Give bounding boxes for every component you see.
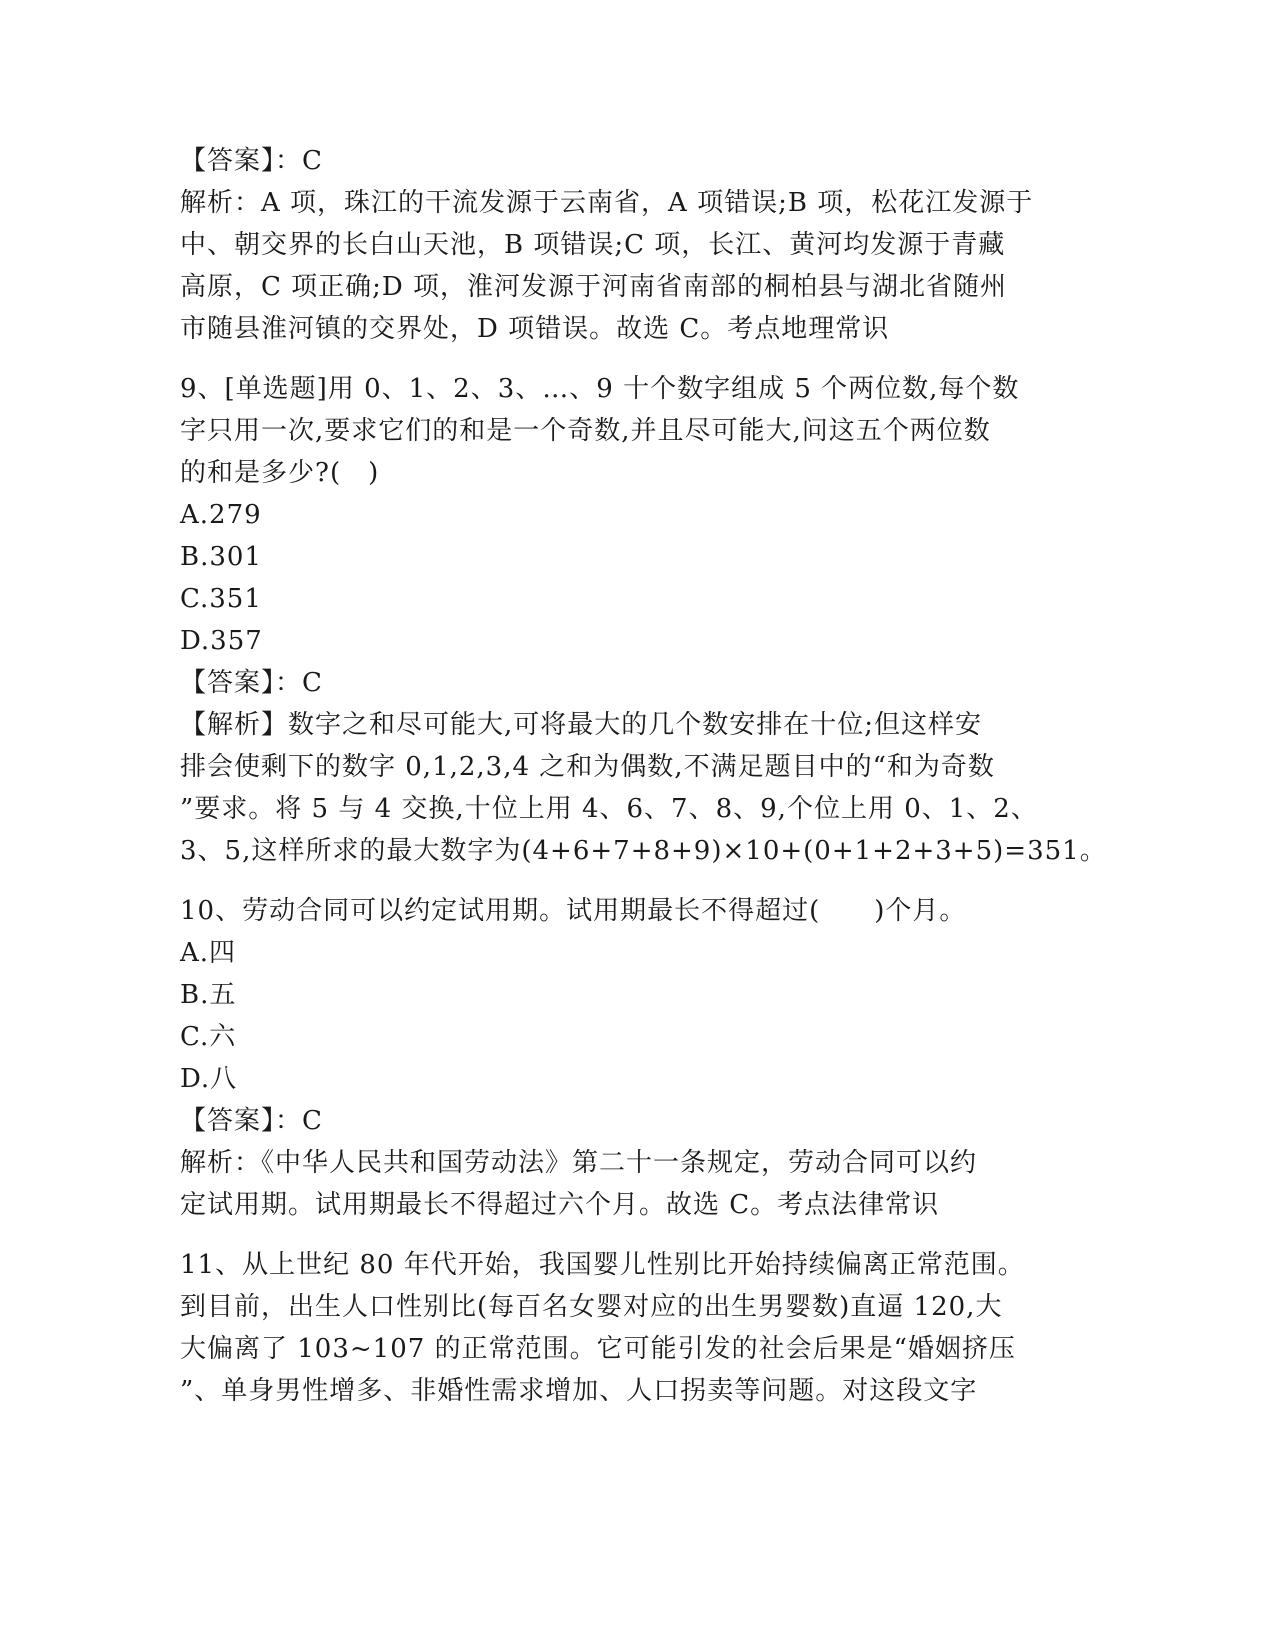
q10-answer: 【答案】：C: [180, 1106, 323, 1136]
q11-stem-line: ”、单身男性增多、非婚性需求增加、人口拐卖等问题。对这段文字: [180, 1376, 978, 1406]
q9-analysis-line: 排会使剩下的数字 0,1,2,3,4 之和为偶数,不满足题目中的“和为奇数: [180, 752, 995, 782]
q10-option-c: C.六: [180, 1022, 237, 1052]
q9-option-d: D.357: [180, 626, 263, 656]
q10-block: [180, 890, 1040, 1226]
q8-analysis-line: 高原，C 项正确;D 项，淮河发源于河南省南部的桐柏县与湖北省随州: [180, 272, 1008, 302]
q10-analysis-line: 定试用期。试用期最长不得超过六个月。故选 C。考点法律常识: [180, 1190, 940, 1220]
q8-answer: 【答案】：C: [180, 146, 323, 176]
q9-block: [180, 368, 1107, 872]
q9-option-b: B.301: [180, 542, 262, 572]
q9-option-c: C.351: [180, 584, 262, 614]
spacer: [180, 350, 1040, 368]
q8-analysis-line: 中、朝交界的长白山天池，B 项错误;C 项，长江、黄河均发源于青藏: [180, 230, 1006, 260]
q8-block: [180, 140, 1040, 350]
q9-analysis-line: 【解析】数字之和尽可能大,可将最大的几个数安排在十位;但这样安: [180, 710, 983, 740]
spacer: [180, 1226, 1040, 1244]
q9-stem-line: 9、[单选题]用 0、1、2、3、…、9 十个数字组成 5 个两位数,每个数: [180, 374, 1020, 404]
q10-stem-line: 10、劳动合同可以约定试用期。试用期最长不得超过( )个月。: [180, 896, 967, 926]
q9-answer: 【答案】：C: [180, 668, 323, 698]
q9-stem-line: 的和是多少?( ): [180, 458, 380, 488]
q11-block: [180, 1244, 1040, 1412]
q8-analysis-line: 市随县淮河镇的交界处，D 项错误。故选 C。考点地理常识: [180, 314, 890, 344]
q11-stem-line: 到目前，出生人口性别比(每百名女婴对应的出生男婴数)直逼 120,大: [180, 1292, 1003, 1322]
q10-option-a: A.四: [180, 938, 237, 968]
q10-option-b: B.五: [180, 980, 237, 1010]
q11-stem-line: 大偏离了 103~107 的正常范围。它可能引发的社会后果是“婚姻挤压: [180, 1334, 1016, 1364]
q8-analysis-line: 解析：A 项，珠江的干流发源于云南省，A 项错误;B 项，松花江发源于: [180, 188, 1034, 218]
spacer: [180, 872, 1040, 890]
q10-option-d: D.八: [180, 1064, 238, 1094]
q9-option-a: A.279: [180, 500, 262, 530]
q9-analysis-line: ”要求。将 5 与 4 交换,十位上用 4、6、7、8、9,个位上用 0、1、2、: [180, 794, 1038, 824]
q9-analysis-line: 3、5,这样所求的最大数字为(4+6+7+8+9)×10+(0+1+2+3+5)=351。: [180, 836, 1107, 866]
q9-stem-line: 字只用一次,要求它们的和是一个奇数,并且尽可能大,问这五个两位数: [180, 416, 991, 446]
document-page: [180, 140, 1107, 1412]
q11-stem-line: 11、从上世纪 80 年代开始，我国婴儿性别比开始持续偏离正常范围。: [180, 1250, 1025, 1280]
q10-analysis-line: 解析：《中华人民共和国劳动法》第二十一条规定，劳动合同可以约: [180, 1148, 978, 1178]
